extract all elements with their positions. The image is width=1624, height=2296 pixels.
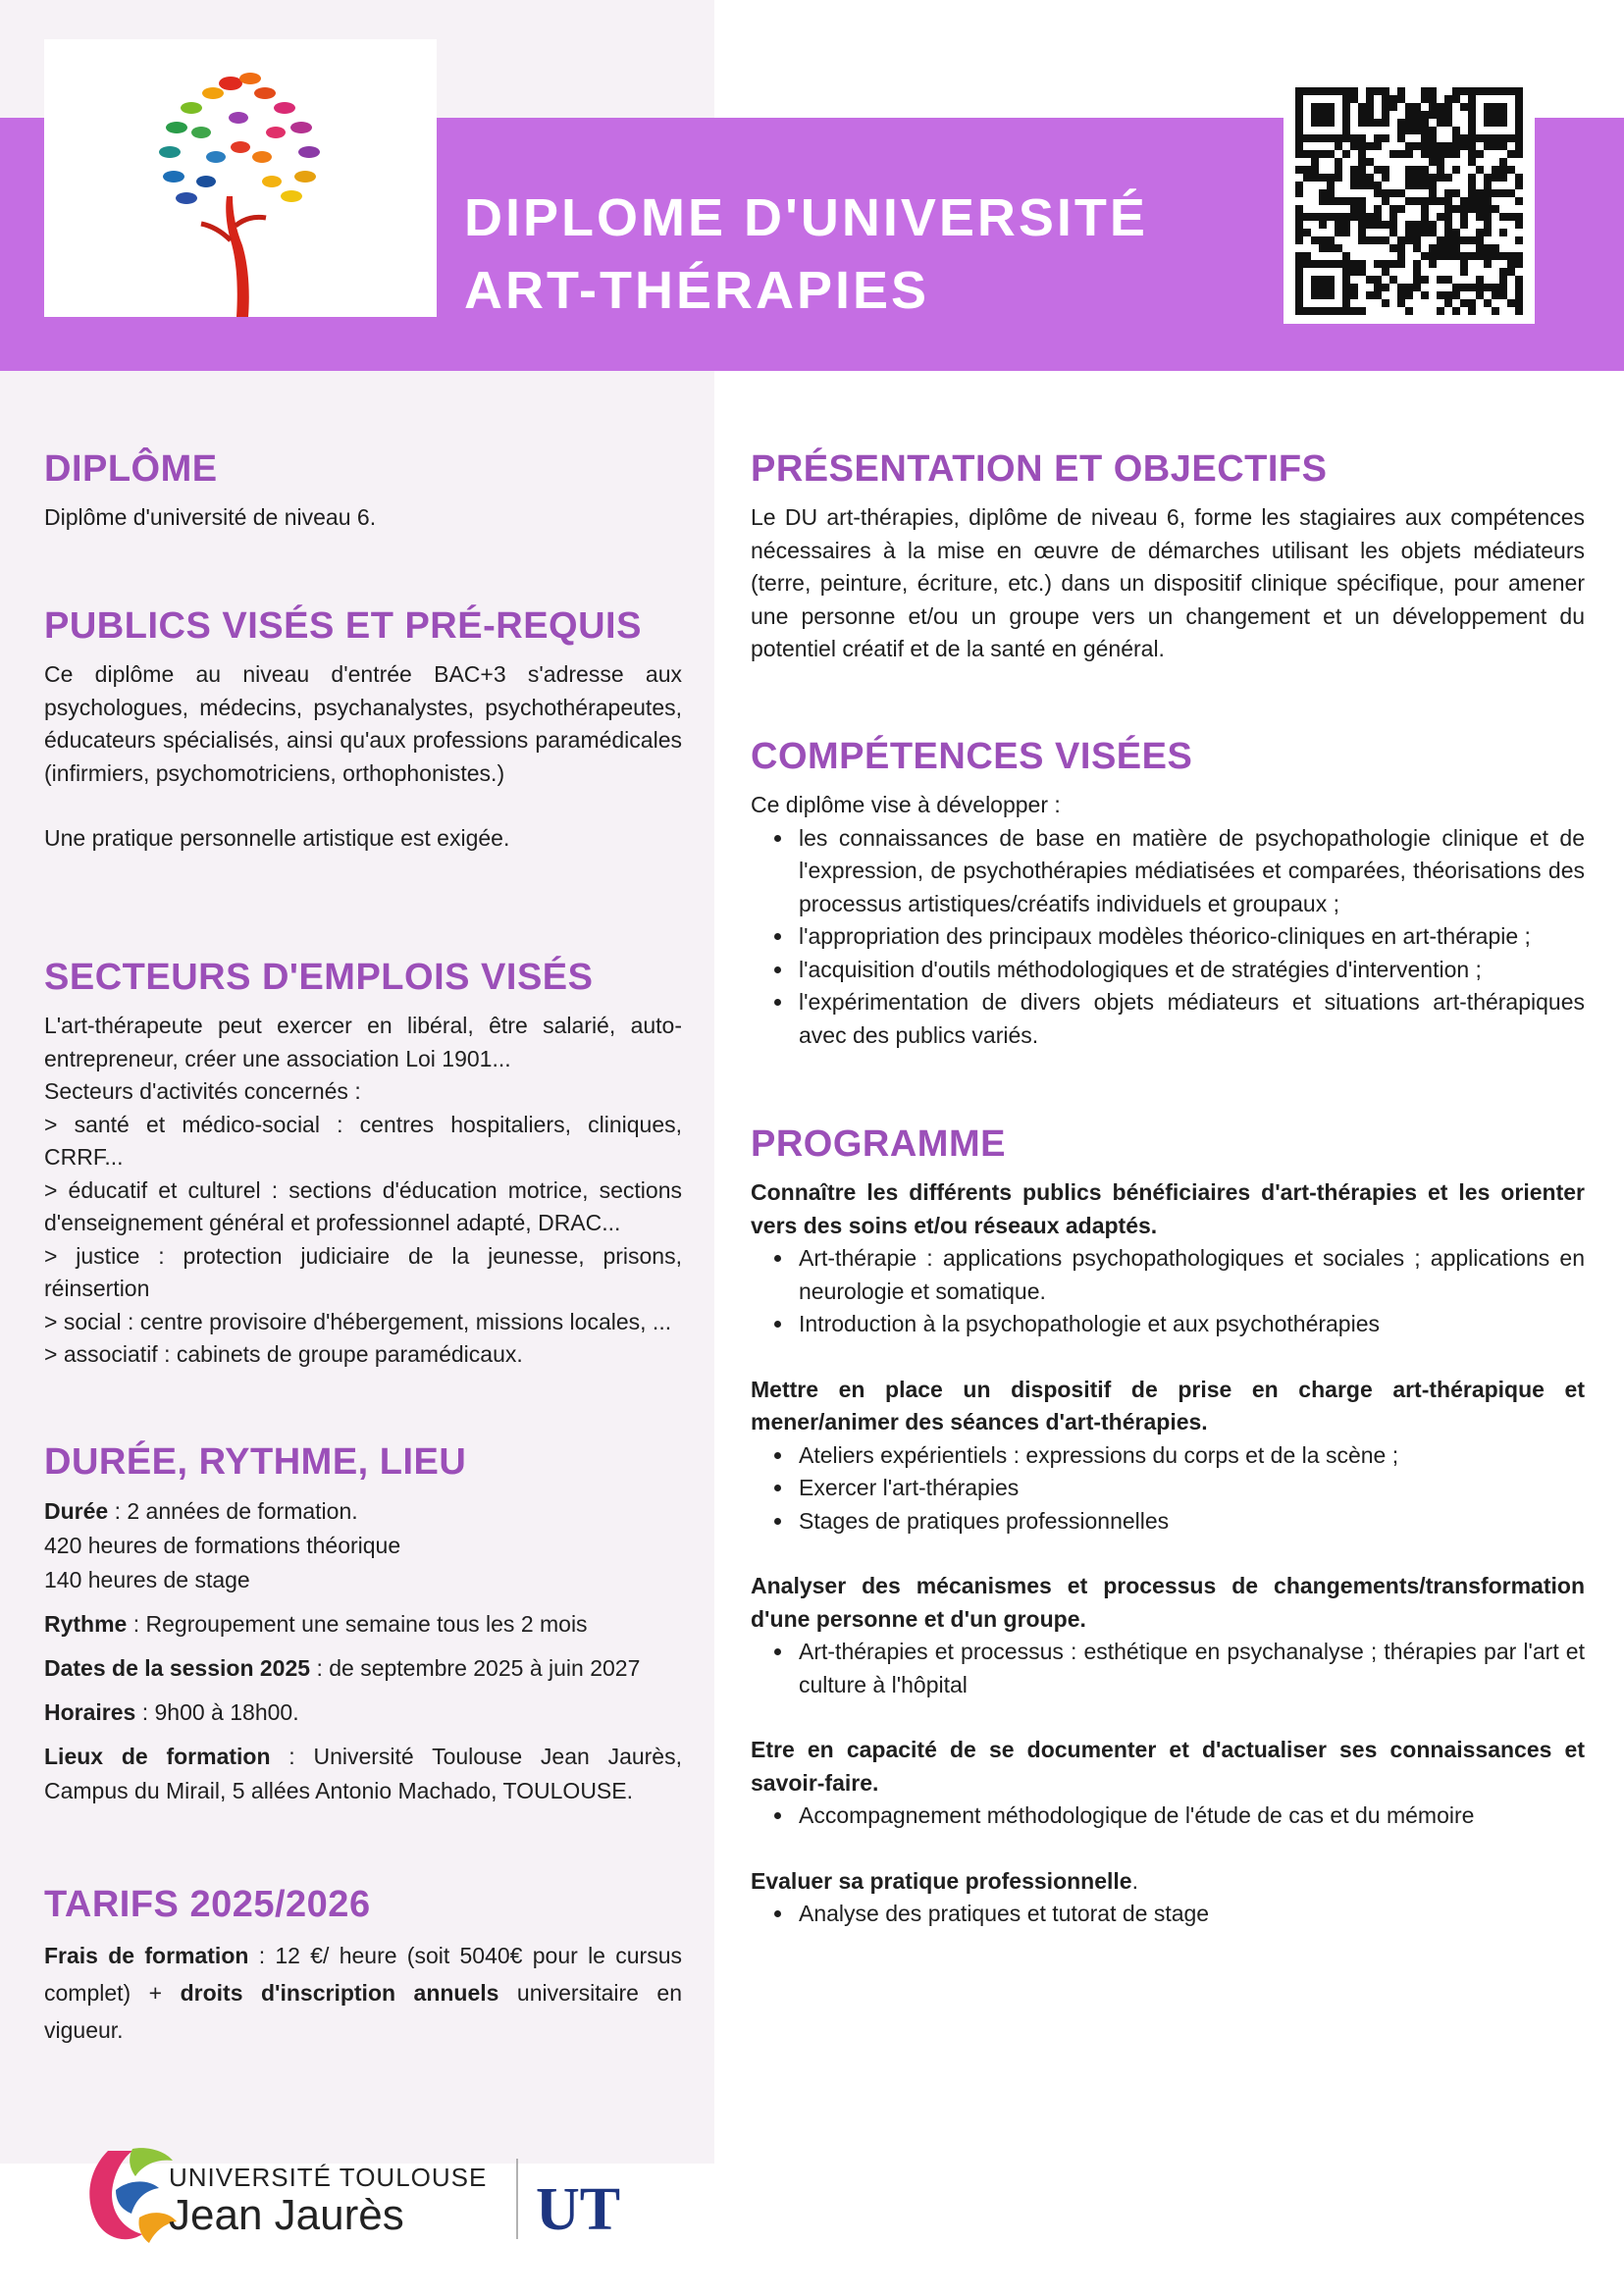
- secteurs-line: L'art-thérapeute peut exercer en libéral, être salarié, auto-entrepreneur, créer une association Loi 1901...: [44, 1013, 682, 1071]
- horaires-line: Horaires : 9h00 à 18h00.: [44, 1699, 299, 1725]
- secteurs-line: > éducatif et culturel : sections d'éducation motrice, sections d'enseignement général et professionnel adapté, DRAC...: [44, 1176, 682, 1235]
- page-title: [464, 182, 1148, 327]
- list-item: • Art-thérapies et processus : esthétique en psychanalyse ; thérapies par l'art et culture à l'hôpital: [795, 1636, 1585, 1701]
- competences-list: [751, 822, 1585, 1053]
- diplome-text: Diplôme d'université de niveau 6.: [44, 504, 377, 530]
- section-presentation: [751, 446, 1585, 666]
- programme-block-title: Evaluer sa pratique professionnelle.: [751, 1867, 1138, 1894]
- uni-line-1: UNIVERSITÉ TOULOUSE: [169, 2163, 488, 2192]
- programme-block-list: [751, 1439, 1585, 1539]
- programme-block-title: Etre en capacité de se documenter et d'actualiser ses connaissances et savoir-faire.: [751, 1737, 1585, 1796]
- programme-block-title: Analyser des mécanismes et processus de changements/transformation d'une personne et d'un groupe.: [751, 1573, 1585, 1632]
- secteurs-line: > santé et médico-social : centres hospitaliers, cliniques, CRRF...: [44, 1111, 682, 1170]
- list-item: • l'expérimentation de divers objets médiateurs et situations art-thérapiques avec des publics variés.: [795, 986, 1585, 1052]
- list-item: • Art-thérapie : applications psychopathologiques et sociales ; applications en neurologie et somatique.: [795, 1242, 1585, 1308]
- section-programme: [751, 1122, 1585, 1931]
- programme-block-title: Mettre en place un dispositif de prise en charge art-thérapique et mener/animer des séances d'art-thérapies.: [751, 1376, 1585, 1435]
- programme-block-list: [751, 1898, 1585, 1931]
- title-line-2: ART-THÉRAPIES: [464, 261, 930, 320]
- ut-monogram: UT: [536, 2176, 621, 2243]
- secteurs-line: > social : centre provisoire d'hébergement, missions locales, ...: [44, 1308, 672, 1334]
- presentation-text: Le DU art-thérapies, diplôme de niveau 6, forme les stagiaires aux compétences nécessaires à la mise en œuvre de démarches utilisant les objets médiateurs (terre, peinture, écriture, etc.) dans un dispositif clinique spécifique, pour amener une personne et/ou un groupe vers un changement et un développement du potentiel créatif et de la santé en général.: [751, 504, 1585, 661]
- list-item: • les connaissances de base en matière de psychopathologie clinique et de l'expression, de psychothérapies médiatisées et comparées, théorisations des processus artistiques/créatifs individuels et groupaux ;: [795, 822, 1585, 921]
- heading-programme: PROGRAMME: [751, 1123, 1006, 1165]
- heading-competences: COMPÉTENCES VISÉES: [751, 736, 1193, 777]
- heading-diplome: DIPLÔME: [44, 448, 218, 490]
- rythme-line: Rythme : Regroupement une semaine tous les 2 mois: [44, 1611, 588, 1637]
- list-item: • Stages de pratiques professionnelles: [795, 1505, 1585, 1539]
- secteurs-line: > associatif : cabinets de groupe paramédicaux.: [44, 1341, 523, 1367]
- section-tarifs: [44, 1882, 682, 2049]
- list-item: • l'appropriation des principaux modèles théorico-cliniques en art-thérapie ;: [795, 920, 1585, 954]
- secteurs-line: Secteurs d'activités concernés :: [44, 1078, 361, 1104]
- uni-line-2: Jean Jaurès: [169, 2191, 404, 2239]
- university-logo: [79, 2141, 621, 2249]
- list-item: • Introduction à la psychopathologie et aux psychothérapies: [795, 1308, 1585, 1341]
- tree-logo: [44, 39, 437, 317]
- list-item: • Ateliers expérientiels : expressions du corps et de la scène ;: [795, 1439, 1585, 1473]
- programme-block-list: [751, 1800, 1585, 1833]
- list-item: • Accompagnement méthodologique de l'étude de cas et du mémoire: [795, 1800, 1585, 1833]
- heading-duree: DURÉE, RYTHME, LIEU: [44, 1441, 467, 1483]
- heading-presentation: PRÉSENTATION ET OBJECTIFS: [751, 448, 1328, 490]
- programme-block-list: [751, 1636, 1585, 1701]
- section-duree: [44, 1439, 682, 1808]
- duree-hours-theory: 420 heures de formations théorique: [44, 1533, 401, 1558]
- list-item: • Analyse des pratiques et tutorat de stage: [795, 1898, 1585, 1931]
- programme-block-title: Connaître les différents publics bénéficiaires d'art-thérapies et les orienter vers des soins et/ou réseaux adaptés.: [751, 1179, 1585, 1238]
- dates-line: Dates de la session 2025 : de septembre 2025 à juin 2027: [44, 1655, 641, 1681]
- publics-requirement: Une pratique personnelle artistique est exigée.: [44, 825, 510, 851]
- list-item: • Exercer l'art-thérapies: [795, 1472, 1585, 1505]
- secteurs-line: > justice : protection judiciaire de la jeunesse, prisons, réinsertion: [44, 1242, 682, 1301]
- heading-publics: PUBLICS VISÉS ET PRÉ-REQUIS: [44, 605, 642, 647]
- section-competences: [751, 734, 1585, 1052]
- list-item: • l'acquisition d'outils méthodologiques et de stratégies d'intervention ;: [795, 954, 1585, 987]
- section-publics: [44, 603, 682, 856]
- duree-line: Durée : 2 années de formation.: [44, 1498, 358, 1524]
- tarifs-text: Frais de formation : 12 €/ heure (soit 5040€ pour le cursus complet) + droits d'inscription annuels universitaire en vigueur.: [44, 1943, 682, 2043]
- heading-secteurs: SECTEURS D'EMPLOIS VISÉS: [44, 957, 594, 998]
- heading-tarifs: TARIFS 2025/2026: [44, 1884, 371, 1925]
- publics-text: Ce diplôme au niveau d'entrée BAC+3 s'adresse aux psychologues, médecins, psychanalystes, psychothérapeutes, éducateurs spécialisés, ainsi qu'aux professions paramédicales (infirmiers, psychomotriciens, orthophonistes.): [44, 661, 682, 786]
- lieux-line: Lieux de formation : Université Toulouse Jean Jaurès, Campus du Mirail, 5 allées Antonio Machado, TOULOUSE.: [44, 1744, 682, 1803]
- qr-code[interactable]: [1283, 78, 1535, 324]
- competences-intro: Ce diplôme vise à développer :: [751, 792, 1061, 817]
- section-secteurs: [44, 955, 682, 1372]
- programme-block-list: [751, 1242, 1585, 1341]
- title-line-1: DIPLOME D'UNIVERSITÉ: [464, 188, 1148, 247]
- duree-hours-stage: 140 heures de stage: [44, 1567, 250, 1592]
- section-diplome: [44, 446, 682, 535]
